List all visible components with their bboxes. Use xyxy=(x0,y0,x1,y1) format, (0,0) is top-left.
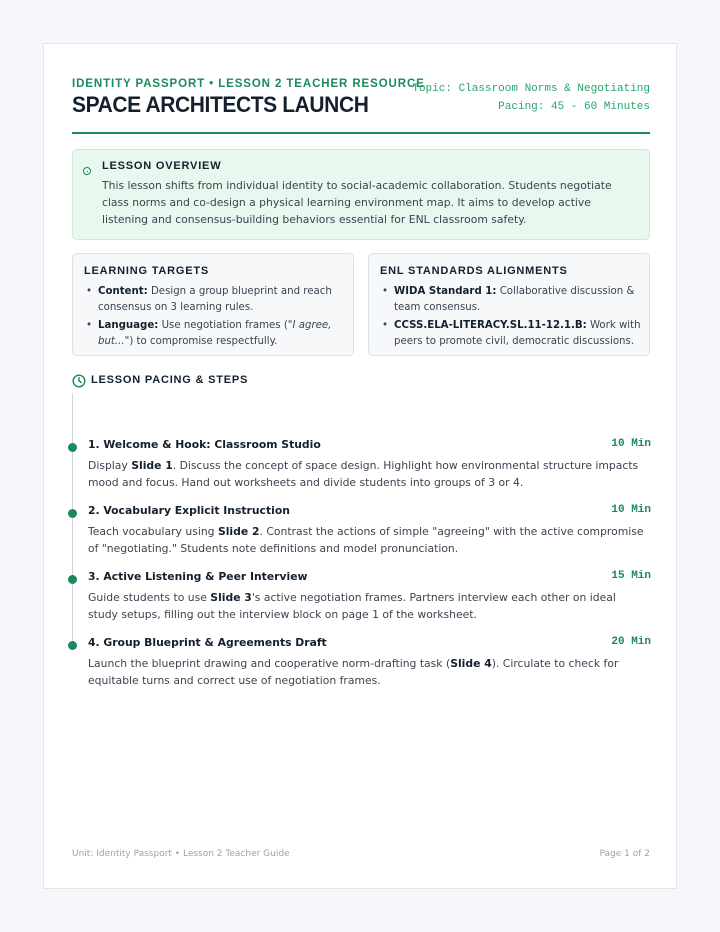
step-title: 1. Welcome & Hook: Classroom Studio xyxy=(88,438,321,451)
learning-targets-card xyxy=(72,253,354,356)
step-duration: 10 Min xyxy=(611,438,651,450)
lesson-meta xyxy=(412,80,650,116)
page-number: Page 1 of 2 xyxy=(599,849,650,859)
enl-standards-title: ENL STANDARDS ALIGNMENTS xyxy=(380,265,568,277)
learning-targets-list xyxy=(84,284,346,352)
document-header xyxy=(72,78,650,134)
item-label: CCSS.ELA-LITERACY.SL.11-12.1.B: xyxy=(394,320,587,331)
step-title: 4. Group Blueprint & Agreements Draft xyxy=(88,636,327,649)
step-slide-ref: Slide 4 xyxy=(450,657,492,670)
list-item xyxy=(380,318,642,349)
list-item xyxy=(380,284,642,315)
item-label: Content: xyxy=(98,286,148,297)
document-page xyxy=(43,43,677,889)
step-text: 's active negotiation frames. Partners interview each other on ideal study setups, filling out the interview block on page 1 of the worksheet. xyxy=(88,591,616,621)
learning-targets-title: LEARNING TARGETS xyxy=(84,265,210,277)
item-label: WIDA Standard 1: xyxy=(394,286,497,297)
step-text: Teach vocabulary using xyxy=(88,525,218,538)
lesson-overview-box xyxy=(72,149,650,240)
step-description xyxy=(88,523,648,557)
info-circle-icon xyxy=(83,167,91,175)
step-marker xyxy=(68,575,77,584)
lesson-title: SPACE ARCHITECTS LAUNCH xyxy=(72,93,369,118)
list-item xyxy=(84,318,346,349)
item-text: ") to compromise respectfully. xyxy=(124,335,278,347)
step-description xyxy=(88,655,648,689)
item-text: Design a group blueprint and reach consensus on 3 learning rules. xyxy=(98,286,332,313)
step-slide-ref: Slide 3 xyxy=(210,591,252,604)
step-description xyxy=(88,589,648,623)
step-marker xyxy=(68,443,77,452)
item-text: Collaborative discussion & team consensus. xyxy=(394,286,635,313)
step-slide-ref: Slide 1 xyxy=(131,459,173,472)
step-duration: 20 Min xyxy=(611,636,651,648)
step-text: ). Circulate to check for equitable turns and correct use of negotiation frames. xyxy=(88,657,619,687)
enl-standards-list xyxy=(380,284,642,352)
step-text: . Contrast the actions of simple "agreeing" with the active compromise of "negotiating." Students note definitions and model pronunciation. xyxy=(88,525,644,555)
step-marker xyxy=(68,641,77,650)
pacing-title: LESSON PACING & STEPS xyxy=(91,374,249,386)
step-description xyxy=(88,457,648,491)
item-text: Work with peers to promote civil, democratic discussions. xyxy=(394,320,641,347)
step-text: Launch the blueprint drawing and cooperative norm-drafting task ( xyxy=(88,657,451,670)
overview-body: This lesson shifts from individual identity to social-academic collaboration. Students negotiate class norms and co-design a physical learning environment map. It aims to develop active listening and consensus-building behaviors essential for ENL classroom safety. xyxy=(102,179,612,226)
pacing-timeline xyxy=(72,393,651,687)
step-text: Guide students to use xyxy=(88,591,211,604)
overview-title: LESSON OVERVIEW xyxy=(102,160,222,172)
step-duration: 15 Min xyxy=(611,570,651,582)
resource-eyebrow: IDENTITY PASSPORT • LESSON 2 TEACHER RESOURCE xyxy=(72,78,425,90)
enl-standards-card xyxy=(368,253,650,356)
step-text: Display xyxy=(88,459,132,472)
item-text: Use negotiation frames (" xyxy=(158,320,293,331)
step-title: 2. Vocabulary Explicit Instruction xyxy=(88,504,290,517)
step-title: 3. Active Listening & Peer Interview xyxy=(88,570,308,583)
footer-unit: Unit: Identity Passport • Lesson 2 Teacher Guide xyxy=(72,849,290,859)
item-italic: I agree, but... xyxy=(98,320,332,347)
step-marker xyxy=(68,509,77,518)
step-slide-ref: Slide 2 xyxy=(217,525,260,538)
step-text: . Discuss the concept of space design. Highlight how environmental structure impacts mood and focus. Hand out worksheets and divide students into groups of 3 or 4. xyxy=(88,459,639,489)
clock-icon xyxy=(72,374,86,388)
pacing-text: Pacing: 45 - 60 Minutes xyxy=(498,101,650,113)
item-label: Language: xyxy=(98,320,159,331)
step-duration: 10 Min xyxy=(611,504,651,516)
topic-text: Topic: Classroom Norms & Negotiating xyxy=(412,83,650,95)
list-item xyxy=(84,284,346,315)
